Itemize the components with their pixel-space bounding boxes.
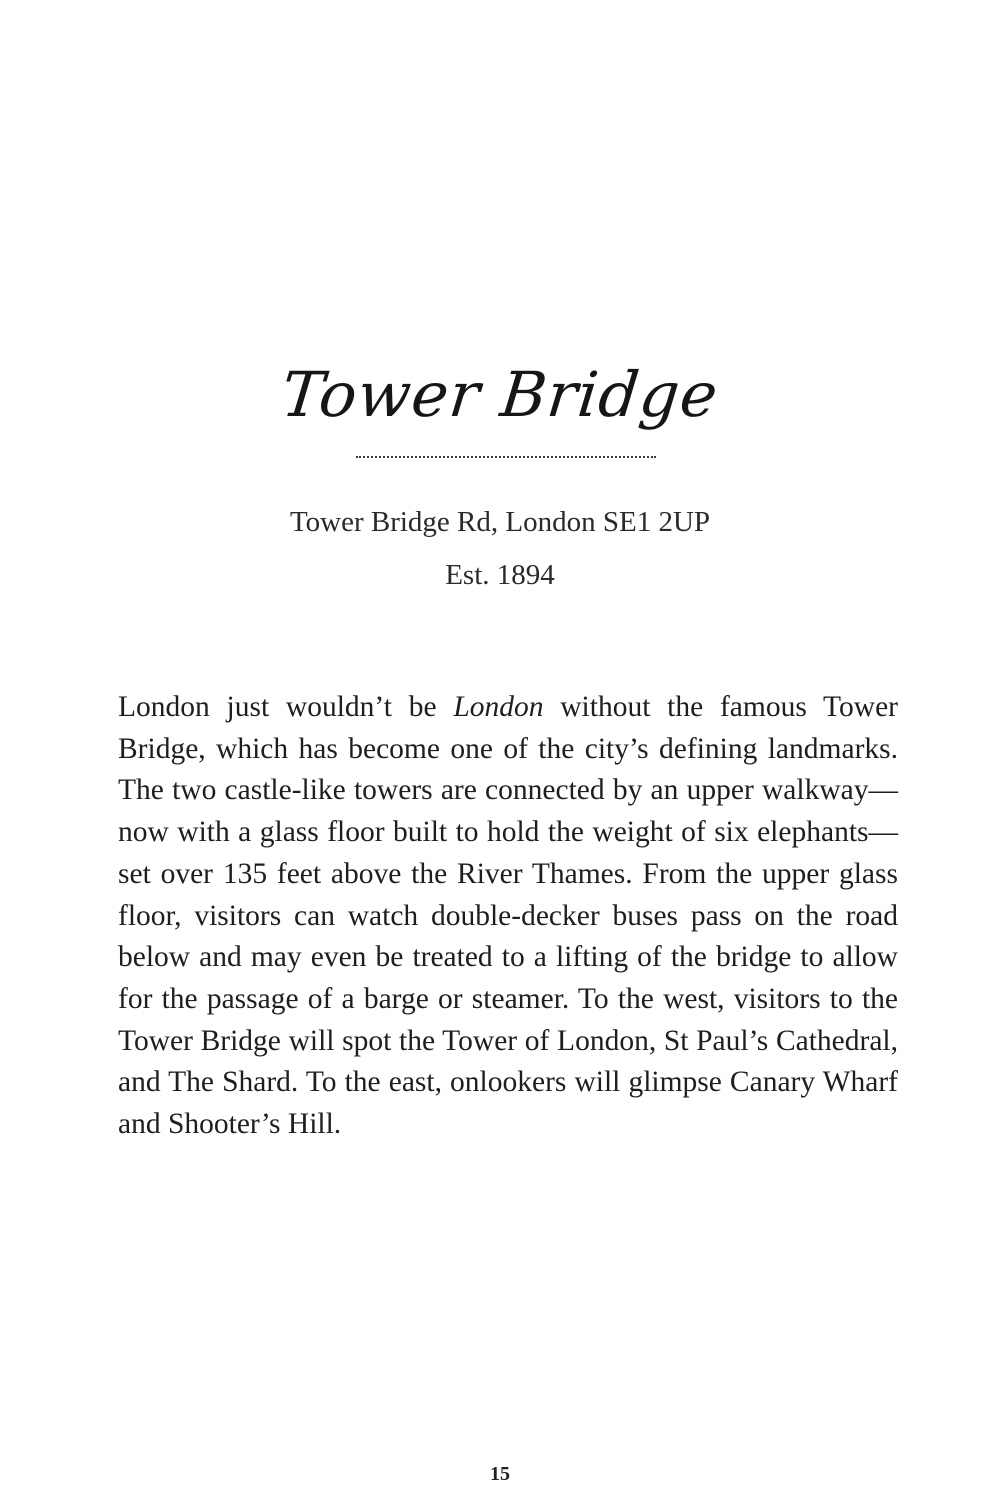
body-lead: London just wouldn’t be <box>118 691 454 723</box>
dotted-divider <box>356 456 656 458</box>
body-rest: without the famous Tower Bridge, which has become one of the city’s defining landmarks. The two castle-like towers are connected by an upper walkway—now with a glass floor built to hold the weight of six elephants—set over 135 feet above the River Thames. From the upper glass floor, visitors can watch double-decker buses pass on the road below and may even be treated to a lifting of the bridge to allow for the passage of a barge or steamer. To the west, visitors to the Tower Bridge will spot the Tower of London, St Paul’s Cathedral, and The Shard. To the east, onlookers will glimpse Canary Wharf and Shooter’s Hill. <box>118 691 898 1141</box>
body-emphasis: London <box>453 691 544 723</box>
page-title: Tower Bridge <box>278 358 722 431</box>
body-paragraph <box>118 687 898 1146</box>
page-number: 15 <box>490 1463 510 1485</box>
address: Tower Bridge Rd, London SE1 2UP <box>289 506 711 538</box>
established-date: Est. 1894 <box>445 559 555 591</box>
